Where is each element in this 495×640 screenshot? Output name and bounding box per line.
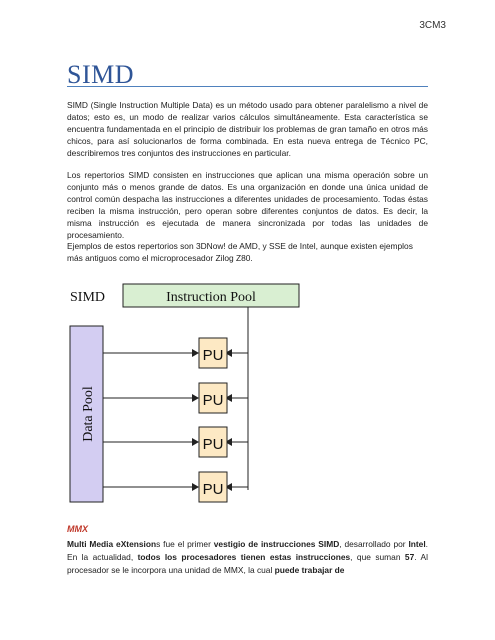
page-number-label: 3CM3 [419,20,446,31]
paragraph-repertorios: Los repertorios SIMD consisten en instrucciones que aplican una misma operación sobre un conjunto más o menos grande de datos. Es una organización en donde una única unidad de control común despacha las instrucciones a diferentes unidades de procesamiento. Todas éstas reciben la misma instrucción, pero operan sobre diferentes conjuntos de datos. Es decir, la misma instrucción es ejecutada de manera sincronizada por todas las unidades de procesamiento. [67,170,428,240]
mmx-run-7: todos los procesadores tienen estas instrucciones [137,552,351,562]
pu-label-1: PU [202,347,224,364]
pu-label-3: PU [202,436,224,453]
mmx-run-11: puede trabajar de [274,565,345,575]
mmx-run-9: 57 [404,552,415,562]
diagram-simd-label: SIMD [70,290,106,305]
mmx-run-6: . En la actualidad, [67,539,428,562]
section-title: SIMD [67,60,135,89]
paragraph-intro: SIMD (Single Instruction Multiple Data) es un método usado para obtener paralelismo a nivel de datos; esto es, un modo de realizar varios cálculos simultáneamente. Esta característica se encuentra fundamentada en el principio de distribuir los problemas de gran tamaño en otros más chicos, para así solucionarlos de forma combinada. En esta nueva entrega de Técnico PC, describiremos tres conjuntos des instrucciones en particular. [67,100,428,158]
mmx-run-1: Multi Media eXtension [67,539,157,549]
title-underline [67,86,428,87]
pu-label-2: PU [202,392,224,409]
data-pool-label: Data Pool [81,386,96,442]
mmx-run-10: . Al procesador se le incorpora una unidad de MMX, la cual [67,552,428,575]
mmx-run-2: s fue el primer [156,539,214,549]
pu-row-2 [103,383,248,413]
pu-label-4: PU [202,481,224,498]
mmx-run-5: Intel [408,539,426,549]
pu-row-1 [103,338,248,368]
mmx-heading: MMX [67,524,88,534]
mmx-run-4: , desarrollado por [339,539,409,549]
paragraph-mmx [67,538,428,577]
pu-row-4 [103,472,248,502]
pu-row-3 [103,427,248,457]
mmx-run-8: , que suman [350,552,405,562]
simd-diagram [62,280,312,512]
instruction-pool-label: Instruction Pool [166,290,256,305]
mmx-run-3: vestigio de instrucciones SIMD [213,539,340,549]
paragraph-ejemplos: Ejemplos de estos repertorios son 3DNow! de AMD, y SSE de Intel, aunque existen ejemplos más antiguos como el microprocesador Zilog Z80. [67,241,413,263]
